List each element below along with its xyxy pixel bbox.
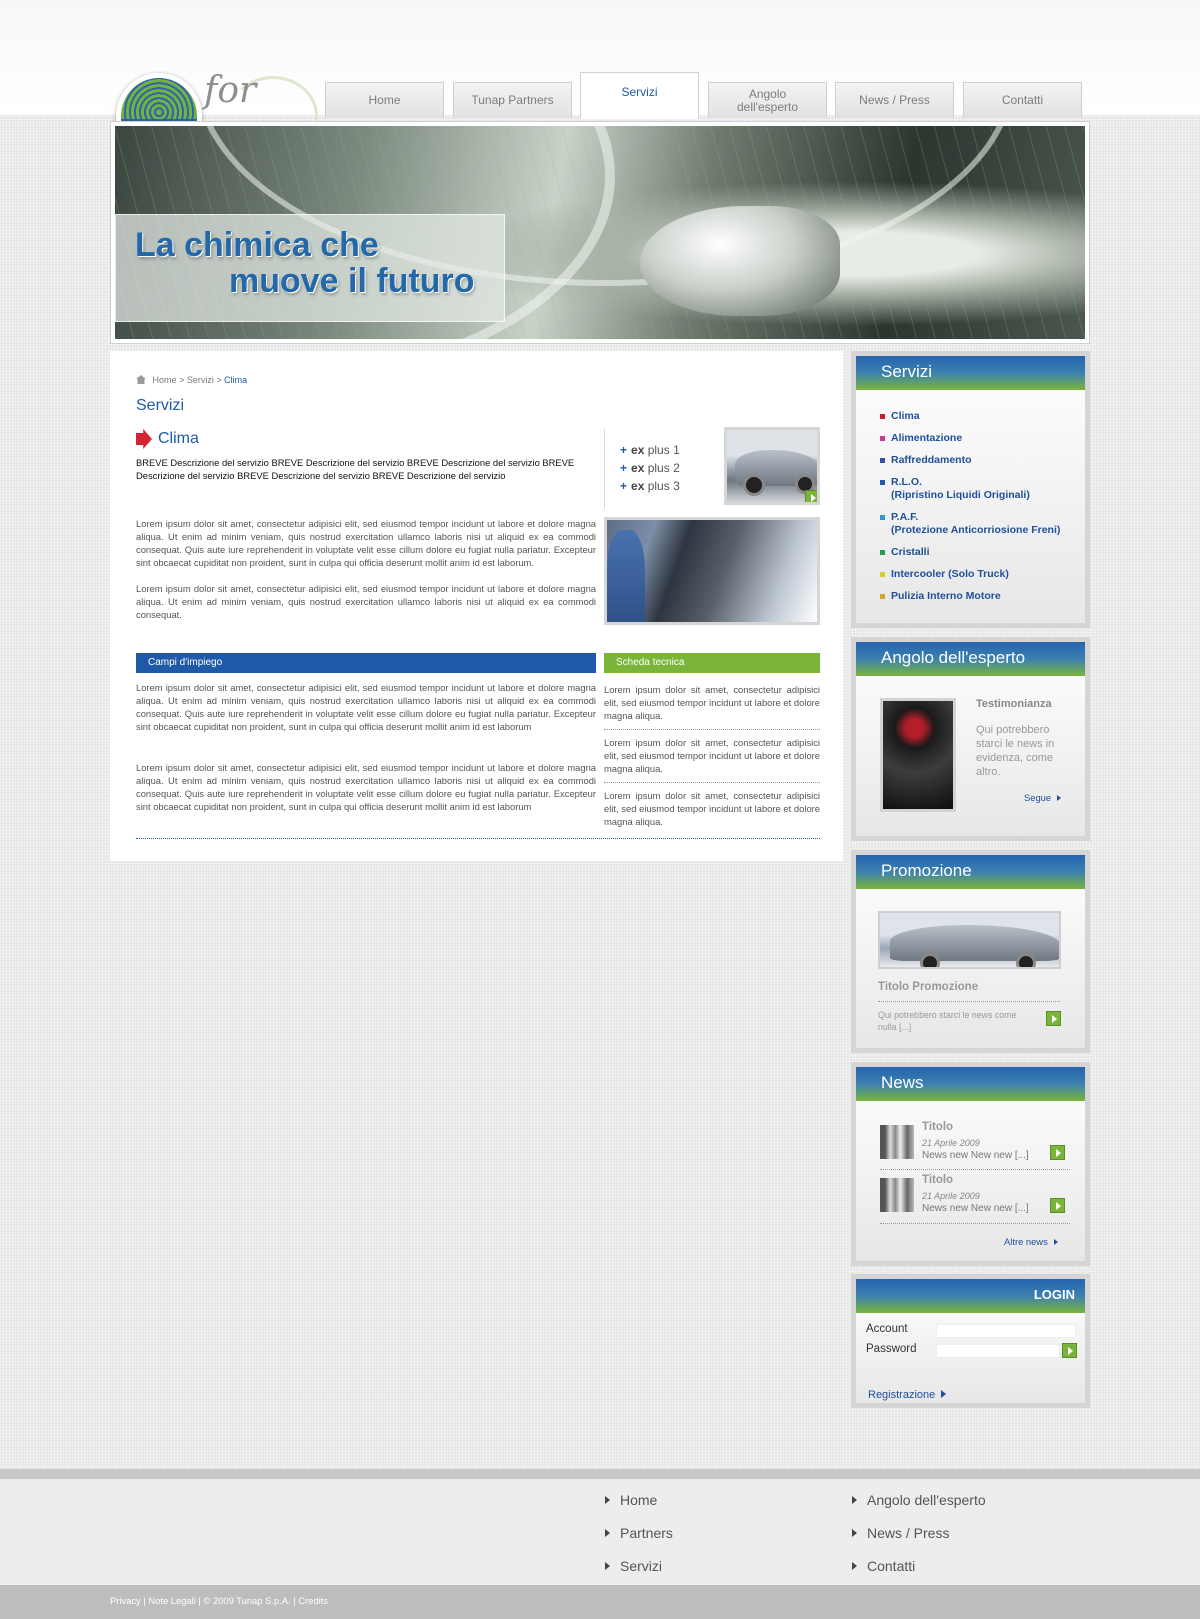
breadcrumb-servizi[interactable]: Servizi [186,375,214,385]
plus-bold: ex [631,443,645,457]
news-excerpt: News new New new [...] [922,1203,1029,1214]
tab-servizi[interactable]: Servizi [580,72,699,119]
mechanic-figure-image [607,530,645,625]
bullet-icon [880,414,885,419]
plus-text: plus 3 [647,479,680,493]
promo-box [851,850,1090,1053]
wheel-image [743,474,765,496]
tab-angolo-esperto[interactable]: Angolo dell'esperto [708,82,827,118]
hero-image [115,126,1085,339]
esperto-box-inner [856,642,1085,836]
news-box-title: News [856,1067,1085,1101]
sidebar-item-rlo[interactable] [880,476,1085,502]
sidebar-item-label-group [891,476,1030,502]
bullet-icon [880,594,885,599]
esperto-box [851,637,1090,841]
footer-link-angolo-esperto[interactable]: Angolo dell'esperto [852,1492,986,1508]
bullet-icon [880,436,885,441]
news-thumbnail [880,1178,914,1212]
password-label: Password [866,1343,917,1355]
promo-box-inner [856,855,1085,1048]
plus-text: plus 2 [647,461,680,475]
account-field[interactable] [936,1324,1076,1338]
sidebar-item-label: Clima [891,410,920,422]
sidebar-item-label: Pulizia Interno Motore [891,590,1001,602]
dotted-divider [604,729,820,730]
sidebar-item-label: P.A.F. [891,511,919,523]
body-paragraph-1: Lorem ipsum dolor sit amet, consectetur adipisici elit, sed eiusmod tempor incidunt ut labore et dolore magna aliqua. Ut enim ad minim veniam, quis nostrud exercitation ullamco laboris nisi ut aliquid ex ea commodi consequat. Quis aute iure reprehenderit in voluptate velit esse cillum dolore eu fugiat nulla pariatur. Excepteur sint obcaecat cupiditat non proident, sunt in culpa qui officia deserunt mollit anim id est laborum. [136,518,596,568]
dotted-divider-blue [136,838,820,839]
bullet-icon [880,480,885,485]
divider [604,429,605,509]
bullet-icon [880,515,885,520]
plus-list [620,441,680,495]
sidebar-item-label-group [891,511,1060,537]
servizi-list [856,390,1085,603]
scheda-item-2: Lorem ipsum dolor sit amet, consectetur adipisici elit, sed eiusmod tempor incidunt ut labore et dolore magna aliqua. [604,737,820,774]
scheda-item-3: Lorem ipsum dolor sit amet, consectetur adipisici elit, sed eiusmod tempor incidunt ut labore et dolore magna aliqua. [604,790,820,827]
sidebar-item-sublabel: (Protezione Anticorriosione Freni) [891,524,1061,536]
breadcrumb [136,375,247,385]
news-box-inner [856,1067,1085,1261]
servizi-box [851,351,1090,628]
account-label: Account [866,1323,908,1335]
promo-item-text: Qui potrebbero starci le news come nulla [...] [878,1010,1017,1032]
bullet-icon [880,550,885,555]
promo-car-image [890,925,1060,961]
sidebar-item-label: Intercooler (Solo Truck) [891,568,1009,580]
news-box [851,1062,1090,1266]
campi-impiego-header: Campi d'impiego [136,653,596,673]
news-item[interactable] [880,1121,1070,1171]
news-thumbnail [880,1125,914,1159]
campi-paragraph-1: Lorem ipsum dolor sit amet, consectetur adipisici elit, sed eiusmod tempor incidunt ut labore et dolore magna aliqua. Ut enim ad minim veniam, quis nostrud exercitation ullamco laboris nisi ut aliquid ex ea commodi consequat. Quis aute iure reprehenderit in voluptate velit esse cillum dolore eu fugiat nulla pariatur. Excepteur sint obcaecat cupiditat non proident, sunt in culpa qui officia deserunt mollit anim id est laborum [136,682,596,732]
sidebar-item-paf[interactable] [880,511,1085,537]
dotted-divider [604,782,820,783]
promo-car-photo[interactable] [878,911,1061,969]
section-title-text: Clima [158,430,199,447]
footer-link-servizi[interactable]: Servizi [605,1558,662,1574]
tagline: for [204,70,257,111]
footer-link-contatti[interactable]: Contatti [852,1558,915,1574]
registrazione-link[interactable]: Registrazione [868,1389,946,1401]
short-description: BREVE Descrizione del servizio BREVE Descrizione del servizio BREVE Descrizione del servizio BREVE Descrizione del servizio BREVE Descrizione del servizio BREVE Descrizione del servizio [136,457,575,481]
plus-icon: + [620,461,628,475]
servizi-box-title: Servizi [856,356,1085,390]
login-box [851,1274,1090,1408]
campi-paragraph-2: Lorem ipsum dolor sit amet, consectetur adipisici elit, sed eiusmod tempor incidunt ut labore et dolore magna aliqua. Ut enim ad minim veniam, quis nostrud exercitation ullamco laboris nisi ut aliquid ex ea commodi consequat. Quis aute iure reprehenderit in voluptate velit esse cillum dolore eu fugiat nulla pariatur. Excepteur sint obcaecat cupiditat non proident, sunt in culpa qui officia deserunt mollit anim id est laborum [136,762,596,812]
plus-item [620,459,680,477]
tab-contatti[interactable]: Contatti [963,82,1082,118]
motorcycle-photo [880,698,956,812]
footer [0,1479,1200,1585]
footer-link-news-press[interactable]: News / Press [852,1525,949,1541]
scheda-tecnica-header[interactable]: Scheda tecnica [604,653,820,673]
tab-news-press[interactable]: News / Press [835,82,954,118]
breadcrumb-separator: > [216,375,222,385]
promo-box-title: Promozione [856,855,1085,889]
footer-link-home[interactable]: Home [605,1492,657,1508]
plus-text: plus 1 [647,443,680,457]
sidebar-item-pulizia[interactable] [880,590,1085,603]
news-title: Titolo [922,1174,954,1186]
hero-banner [110,121,1090,344]
car-thumbnail[interactable] [724,427,820,505]
footer-link-partners[interactable]: Partners [605,1525,673,1541]
car-mirror-image [640,206,840,316]
sidebar-item-label: R.L.O. [891,476,922,488]
login-box-inner [856,1279,1085,1403]
go-arrow-button[interactable] [805,490,820,505]
plus-bold: ex [631,479,645,493]
news-item[interactable] [880,1174,1070,1224]
breadcrumb-separator: > [179,375,185,385]
plus-icon: + [620,443,628,457]
esperto-item-title[interactable]: Testimonianza [976,698,1052,710]
wheel-image [1016,953,1036,969]
servizi-box-inner [856,356,1085,623]
news-go-button[interactable] [1050,1198,1065,1213]
red-arrow-icon [136,429,152,449]
news-date: 21 Aprile 2009 [922,1191,980,1201]
sidebar-item-label: Raffreddamento [891,454,972,466]
page-title: Servizi [136,397,185,414]
home-icon [136,375,146,384]
footer-top-bar [0,1469,1200,1479]
bullet-icon [880,458,885,463]
sidebar-item-alimentazione[interactable] [880,432,1085,445]
body-paragraph-2: Lorem ipsum dolor sit amet, consectetur adipisici elit, sed eiusmod tempor incidunt ut labore et dolore magna aliqua. Ut enim ad minim veniam, quis nostrud exercitation ullamco laboris nisi ut aliquid ex ea commodi consequat. [136,583,596,620]
section-title [136,429,199,449]
sidebar-item-clima[interactable] [880,410,1085,423]
mechanic-photo [604,517,820,625]
sidebar-item-label: Cristalli [891,546,930,558]
scheda-item-1: Lorem ipsum dolor sit amet, consectetur adipisici elit, sed eiusmod tempor incidunt ut labore et dolore magna aliqua. [604,684,820,721]
wheel-image [920,953,940,969]
legal-links[interactable]: Privacy | Note Legali | © 2009 Tunap S.p.A. | Credits [110,1595,328,1606]
password-field[interactable] [936,1344,1060,1358]
esperto-box-title: Angolo dell'esperto [856,642,1085,676]
plus-item [620,477,680,495]
bullet-icon [880,572,885,577]
tab-tunap-partners[interactable]: Tunap Partners [453,82,572,118]
breadcrumb-home[interactable]: Home [152,375,177,385]
dotted-divider [878,1001,1060,1002]
news-go-button[interactable] [1050,1145,1065,1160]
promo-item-title[interactable]: Titolo Promozione [878,981,979,993]
plus-icon: + [620,479,628,493]
tab-home[interactable]: Home [325,82,444,118]
sidebar-item-cristalli[interactable] [880,546,1085,559]
main-nav [325,82,1085,118]
segue-link[interactable]: Segue [1024,792,1061,803]
news-excerpt: News new New new [...] [922,1150,1029,1161]
plus-bold: ex [631,461,645,475]
breadcrumb-current: Clima [224,375,248,385]
news-date: 21 Aprile 2009 [922,1138,980,1148]
news-title: Titolo [922,1121,954,1133]
hero-headline-line1: La chimica che [135,226,379,264]
main-content [110,351,843,861]
dotted-divider [880,1169,1070,1170]
altre-news-link[interactable]: Altre news [1004,1236,1058,1247]
esperto-item-text: Qui potrebbero starci le news in evidenza, come altro. [976,724,1055,778]
promo-go-button[interactable] [1046,1011,1061,1026]
sidebar-item-sublabel: (Ripristino Liquidi Originali) [891,489,1030,501]
hero-headline-line2: muove il futuro [229,262,475,300]
sidebar-item-intercooler[interactable] [880,568,1085,581]
dotted-divider [880,1223,1070,1224]
sidebar-item-label: Alimentazione [891,432,963,444]
footer-bottom-bar [0,1585,1200,1619]
login-submit-button[interactable] [1062,1343,1077,1358]
plus-item [620,441,680,459]
login-box-title: LOGIN [856,1279,1085,1313]
sidebar-item-raffreddamento[interactable] [880,454,1085,467]
